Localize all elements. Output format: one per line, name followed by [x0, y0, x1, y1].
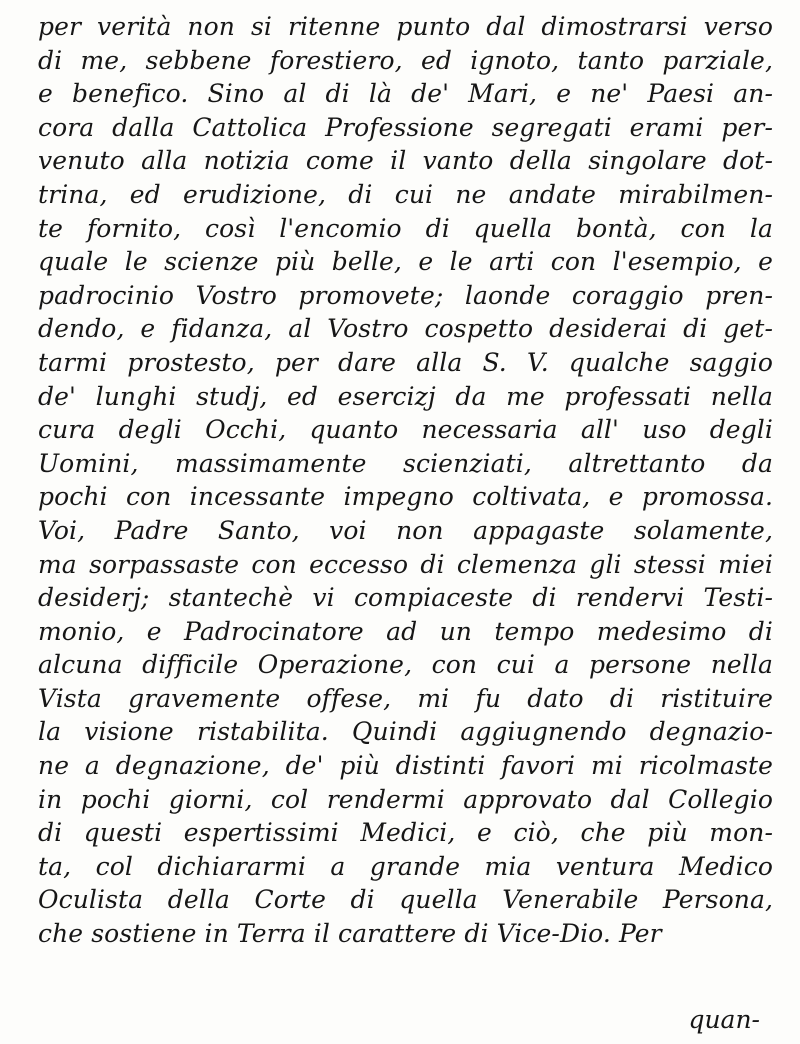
text-line: padrocinio Vostro promovete; laonde coraggio pren- — [38, 280, 773, 310]
text-line: desiderj; stantechè vi compiaceste di rendervi Testi- — [38, 583, 773, 613]
text-line: trina, ed erudizione, di cui ne andate mirabilmen- — [38, 179, 773, 209]
text-line: Vista gravemente offese, mi fu dato di ristituire — [38, 683, 773, 713]
text-line: che sostiene in Terra il carattere di Vice-Dio. Per — [38, 919, 662, 949]
text-line: ne a degnazione, de' più distinti favori mi ricolmaste — [38, 751, 773, 781]
text-line: di me, sebbene forestiero, ed ignoto, tanto parziale, — [38, 45, 773, 75]
text-line: Uomini, massimamente scienziati, altrettanto da — [38, 448, 773, 478]
text-line: tarmi prostesto, per dare alla S. V. qualche saggio — [38, 347, 773, 377]
text-line: cora dalla Cattolica Professione segregati erami per- — [38, 112, 773, 142]
body-text — [38, 10, 773, 951]
text-line: monio, e Padrocinatore ad un tempo medesimo di — [38, 616, 773, 646]
text-line: e benefico. Sino al di là de' Mari, e ne' Paesi an- — [38, 79, 773, 109]
text-line: la visione ristabilita. Quindi aggiugnendo degnazio- — [38, 717, 773, 747]
text-line: cura degli Occhi, quanto necessaria all' uso degli — [38, 415, 773, 445]
text-line: te fornito, così l'encomio di quella bontà, con la — [38, 213, 773, 243]
text-line: Voi, Padre Santo, voi non appagaste solamente, — [38, 515, 773, 545]
text-line: per verità non si ritenne punto dal dimostrarsi verso — [38, 12, 773, 41]
text-line: ma sorpassaste con eccesso di clemenza gli stessi miei — [38, 549, 773, 579]
catchword: quan- — [688, 1005, 760, 1034]
text-line: venuto alla notizia come il vanto della singolare dot- — [38, 146, 773, 176]
text-line: alcuna difficile Operazione, con cui a persone nella — [38, 650, 773, 680]
text-line: in pochi giorni, col rendermi approvato dal Collegio — [38, 784, 773, 814]
text-line: de' lunghi studj, ed esercizj da me professati nella — [38, 381, 773, 411]
text-line: pochi con incessante impegno coltivata, e promossa. — [38, 482, 773, 512]
text-line: dendo, e fidanza, al Vostro cospetto desiderai di get- — [38, 314, 773, 344]
text-line: di questi espertissimi Medici, e ciò, che più mon- — [38, 818, 773, 848]
text-line: Oculista della Corte di quella Venerabile Persona, — [38, 885, 773, 915]
text-line: quale le scienze più belle, e le arti con l'esempio, e — [38, 247, 773, 277]
text-line: ta, col dichiararmi a grande mia ventura Medico — [38, 851, 773, 881]
